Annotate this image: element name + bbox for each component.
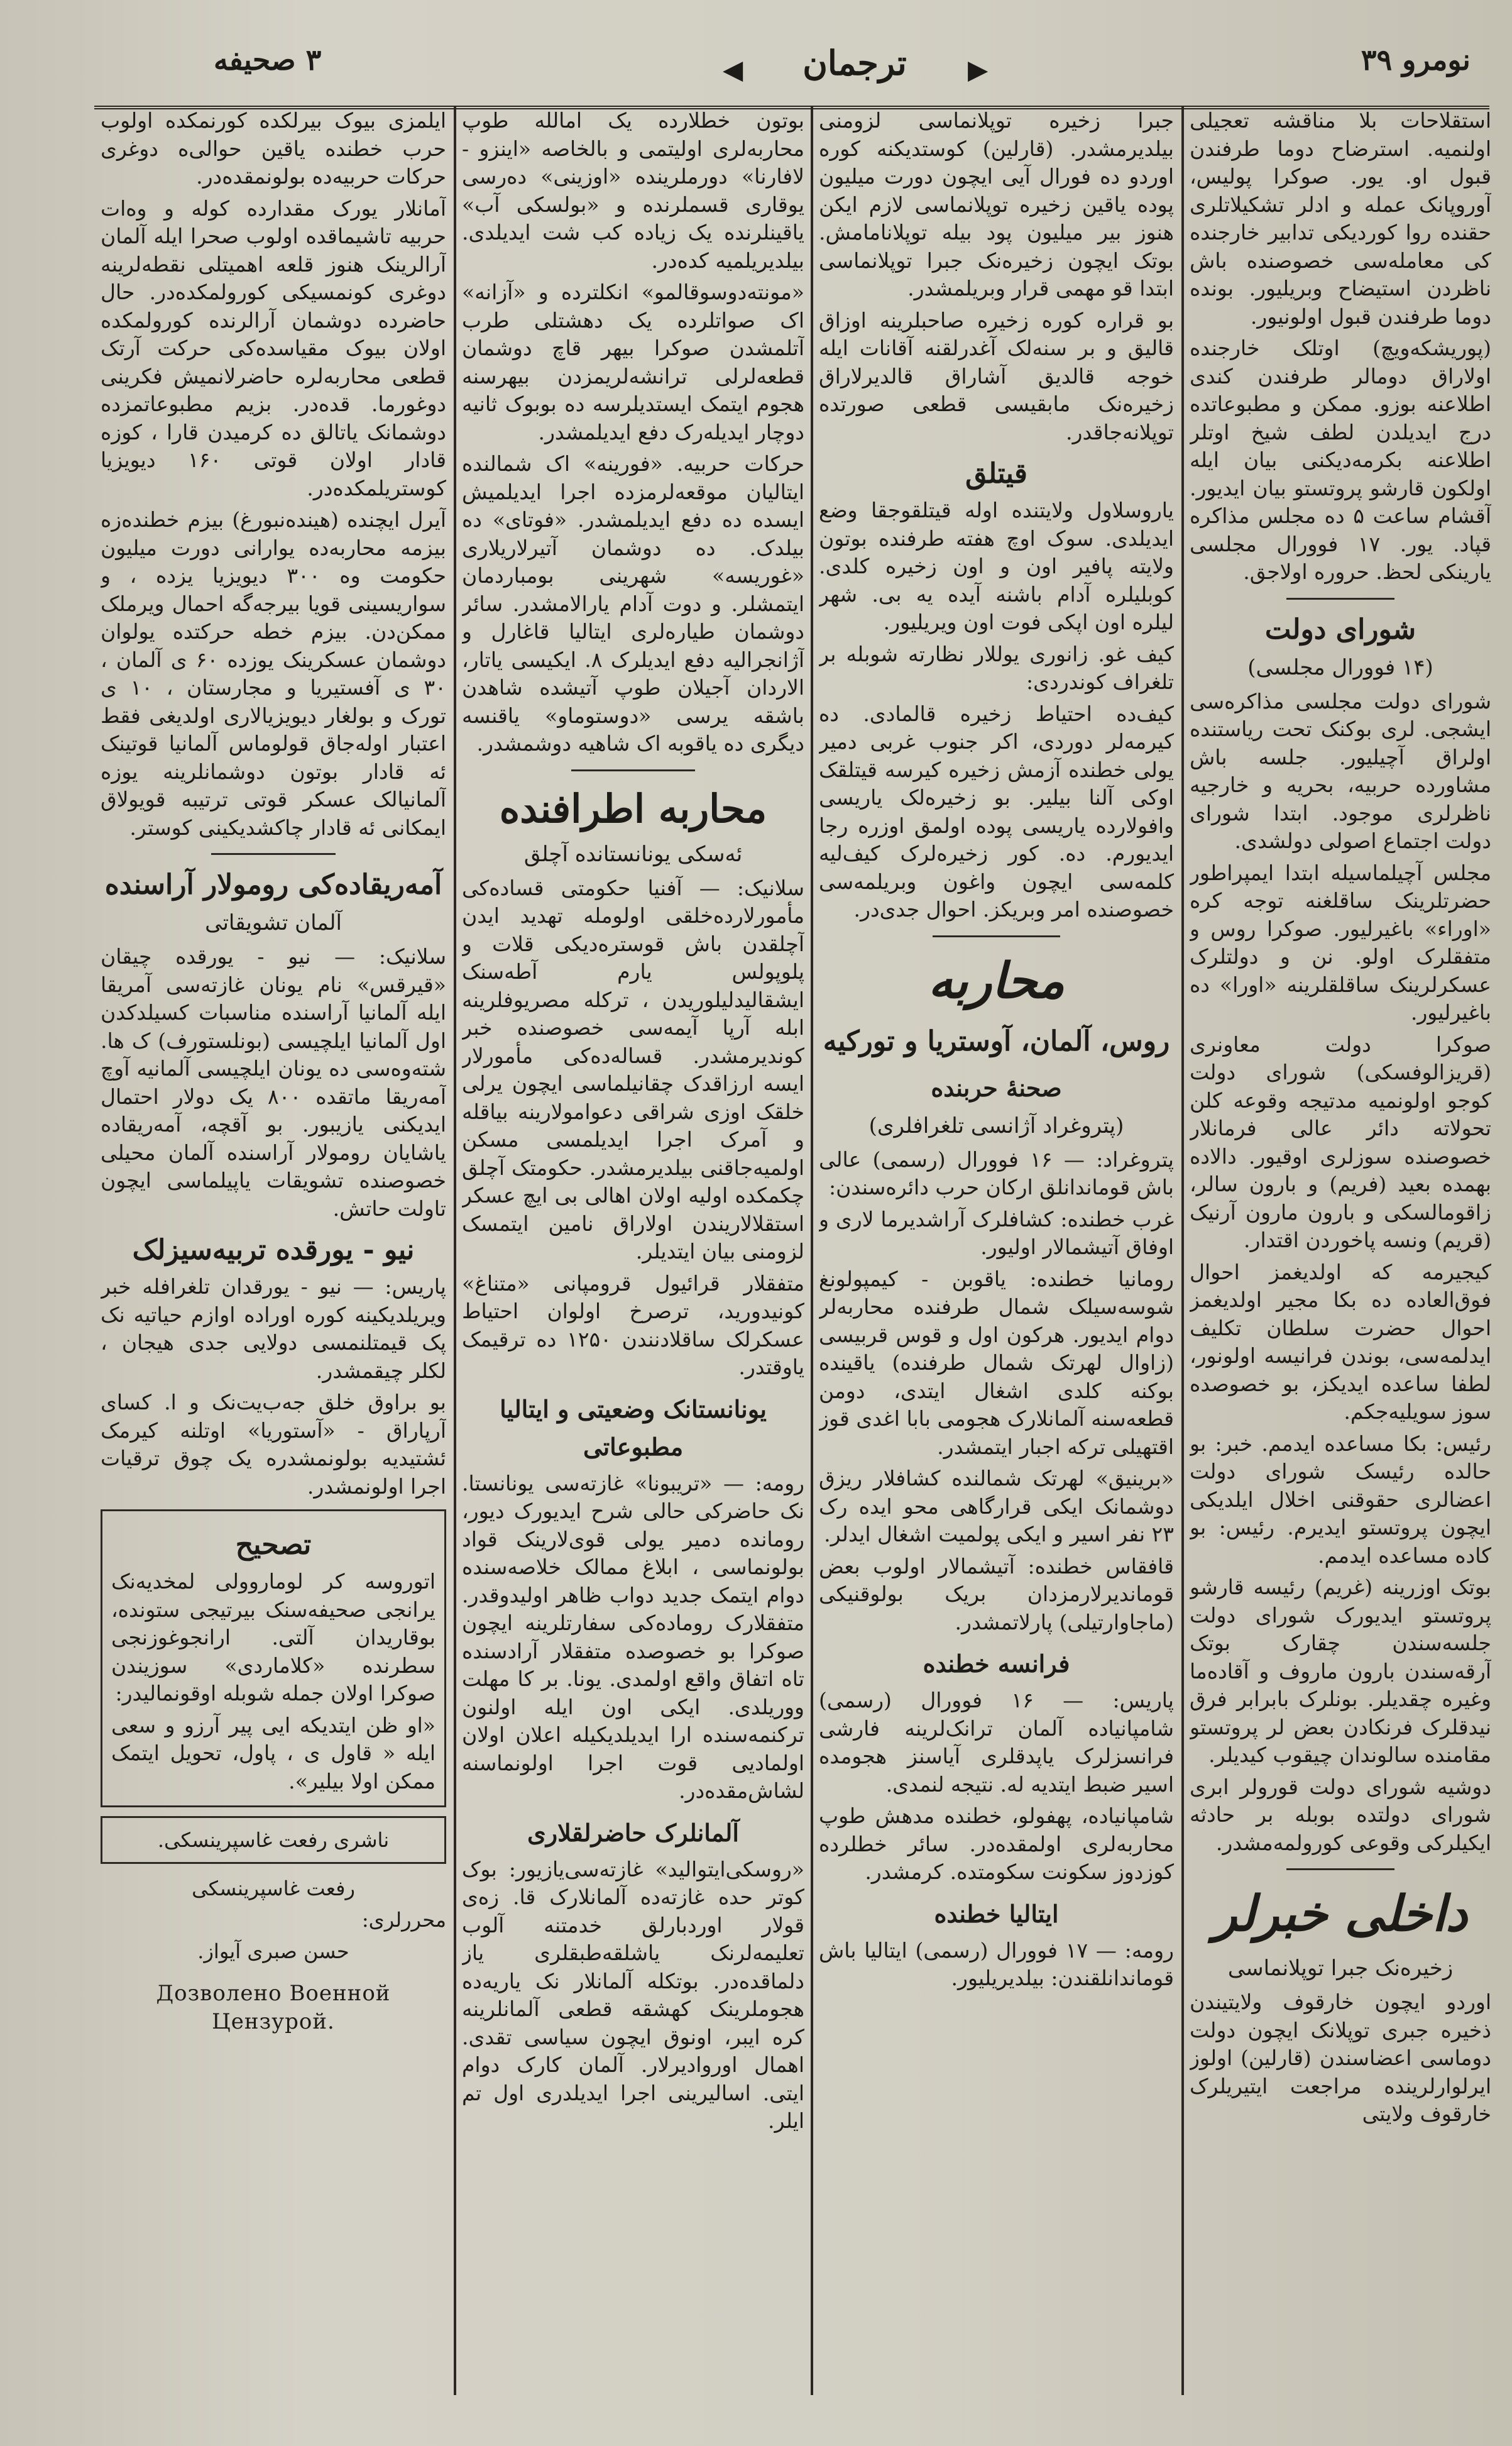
paragraph: حرکات حربیه. «فورینه» اک شمالنده ایتالیان موقعه‌لرمزده اجرا ایدیلمیش ایسده ده دفع ایدیلمشدر. «فوتای» ده بیلدک. ده دوشمان آتیرلاریلاری «غوریسه» شهرینی بومباردمان ایتمشلر. و دوت آدام یارالامشدر. سائر دوشمان طیاره‌لری ایتالیا قاغارل و آژانجرالیه دفع ایدیلرک ۸. ایکیسی یاتار، الاردان آجیلان طوپ آتیشده شاهدن باشقه یرسی «دوستوماو» یاقنسه دیگری ده یاقوبه اک شاهیه دوشمشدر.: [462, 451, 804, 756]
column-4: [101, 107, 446, 2395]
ornament-right-icon: ▶: [968, 54, 989, 85]
section-heading: شورای دولت: [1264, 613, 1416, 646]
paragraph: شورای دولت مجلسی مذاکره‌سی ایشجی. لری بوکنک تحت ریاستنده اولراق آچیلیور. جلسه باش مشاورده حربیه، بحریه و خارجیه ناظرلری موجود. ابتدا شورای دولت اجتماع اصولی دولشدی.: [1190, 688, 1491, 853]
paragraph: شامپانیاده، پهفولو، خطنده مدهش طوپ محاربه‌لری اولمقده‌در. سائر خطلرده کوزدوز سکونت سکومتده. کرمشدر.: [819, 1804, 1174, 1884]
editors-label: محررلری:: [361, 1908, 446, 1932]
paragraph: متفقلار قرائیول قرومپانی «متناغ» کونیدورید، ترصرخ اولوان احتیاط عسکرلک ساقلادنندن ۱۲۵۰ ده ترقیمک یاوقتدر.: [462, 1270, 804, 1379]
section-subheading: زخیره‌نک جبرا توپلانماسی: [1227, 1956, 1454, 1981]
page-label: ۳ صحیفه: [214, 43, 322, 77]
paragraph: صوکرا دولت معاونری (قریزالوفسکی) شورای دولت کوجو اولونمیه مدتیجه وقوعه کلن تحولاته دائر عالی فرمانلار خصوصنده سوزلری اوقیور. دالاده بهمده بعید (فریم) و بارون سالر، زاقومالسکی و بارون مارون آرنیک (قریم) ونسه پاخوردن اقتدار.: [1190, 1032, 1491, 1252]
paragraph: پاریس: — ۱۶ فوورال (رسمی) شامپانیاده آلمان ترانک‌لرینه فارشی فرانسزلرک یاپدقلری آیاسنز هجومده اسیر ضبط ایتدیه له. نتیجه لنمدی.: [819, 1688, 1174, 1797]
section-divider: [1286, 1868, 1395, 1870]
masthead-title: ترجمان: [803, 43, 907, 83]
section-heading: تصحیح: [235, 1529, 312, 1561]
paragraph: اوردو ایچون خارقوف ولایتیندن ذخیره جبری توپلانک ایچون دولت دوماسی اعضاسندن (قارلین) اولوز ایرلوارلرینده مراجعت ایتیریلرک خارقوف ولایتی: [1190, 1990, 1491, 2126]
paragraph: استقلاحات بلا مناقشه تعجیلی اولنمیه. استرضاح دوما طرفندن قبول او. یور. صوکرا پولیس، آوروپانک عمله و ادلر تشکیلاتلری حقنده روا کوردیکی تدابیر خارجنده کی معامله‌سی خصوصنده باش ناظردن استیضاح وبریلیور. بونده دوما طرفندن قبول اولونیور.: [1190, 108, 1491, 329]
section-subheading: ئه‌سکی یونانستانده آچلق: [523, 841, 743, 867]
paragraph: کیف غو. زانوری یوللار نظارته شوبله بر تلغراف کوندردی:: [819, 641, 1174, 694]
paragraph: غرب خطنده: کشافلرک آراشدیرما لاری و اوفاق آتیشمالار اولیور.: [819, 1206, 1174, 1259]
paragraph: جبرا زخیره توپلانماسی لزومنی بیلدیرمشدر. (قارلین) کوستدیکنه کوره اوردو ده فورال آیی ایچون دورت میلیون پوده یاقین زخیره توپلانماسی لازم ایکن هنوز بیر میلیون پود بیله توپلانامامش. بوتک ایچون زخیره‌نک جبرا توپلانماسی ابتدا قو مهمی قرار وبریلمشدر.: [819, 108, 1174, 300]
paragraph: آیرل ایچنده (هینده‌نبورغ) بیزم خطنده‌زه بیزمه محاربه‌ده یوارانی دورت میلیون حکومت وه ۳۰۰ دیویزیا یزده ، و سواریسینی قویا بیرجه‌گه احمال ویرملک ممکن‌دن. بیزم خطه حرکتده یولوان دوشمان عسکرینک یوزده ۶۰ ی آلمان ، ۳۰ ی آفستیریا و مجارستان ، ۱۰ ی تورک و بولغار دیویزیالاری اولدیغی فقط اعتبار اوله‌جاق قولوماس آلمانیا قوتینک ئه قادار بوتون دوشمانلرینه یوزه آلمانیالک عسکر قوتی ترتیبه قویولاق ایمکانی ئه قادار چاکشدیکینی کوستر.: [101, 507, 446, 840]
section-divider: [211, 853, 336, 855]
paragraph: بوتک اوزرینه (غریم) رئیسه قارشو پروتستو ایدیورک شورای دولت جلسه‌سندن چقارک بوتک آرقه‌سندن بارون ماروف و آقاده‌ما وغیره چقدیلر. بونلرک بابرابر فرق نیدقلرک فرنکادن بعض لر پروتستو مقامنده سالوندان چیقوب کیدیلر.: [1190, 1575, 1491, 1767]
section-heading: صحنهٔ حربنده: [931, 1073, 1062, 1102]
section-subheading: (۱۴ فوورال مجلسی): [1247, 654, 1433, 680]
column-1: [1190, 107, 1491, 2395]
paragraph: آمانلار یورک مقدارده کوله و وه‌ات حربیه تاشیماقده اولوب صحرا ایله آلمان آرالرینک هنوز قلعه اهمیتلی نقطه‌لرینه دوغری کونمسیکی کورولمکده‌در. حال حاضرده دوشمان آرالرنده کورولمکده اولان بیوک مقیاسده‌کی حرکت آرتک قطعی محاربه‌لره حاضرلانمیش فکرینی دوغورما. قده‌در. بزیم مطبوعاتمزده دوشمانک یاتالق ده کرمیدن قارا ، کوزه قادار اولان قوتی ۱۶۰ دیویزیا کوستریلمکده‌در.: [101, 196, 446, 500]
section-heading: روس، آلمان، آوستریا و تورکیه: [823, 1025, 1170, 1057]
censor-notice: Дозволено Военной Цензурой.: [156, 1981, 391, 2034]
section-heading: محاربه اطرافنده: [499, 785, 767, 832]
paragraph: «او ظن ایتدیکه ایی پیر آرزو و سعی ایله « قاول ی ، پاول، تحویل ایتمک ممکن اولا بیلیر».: [111, 1712, 436, 1793]
paragraph: کیف‌ده احتیاط زخیره قالمادی. ده کیرمه‌لر دوردی، اکر جنوب غربی دمیر یولی خطنده آزمش زخیره کیرسه قیتلقک اوکی آلنا بیلیر. بو زخیره‌لک یاریسی وافولارده یاریسی پوده اولمق اوزره رجا ایدیورم. ده. کور زخیره‌لرک کیف‌لیه کلمه‌سی ایچون واغون وبریلمه‌سی خصوصنده امر وبریکز. احوال جدی‌در.: [819, 701, 1174, 922]
paragraph: رومه: — ۱۷ فوورال (رسمی) ایتالیا باش قوماندانلقندن: بیلدیریلیور.: [819, 1937, 1174, 1990]
section-heading: ایتالیا خطنده: [934, 1899, 1059, 1928]
paragraph: «مونته‌دوسوقالمو» انکلترده و «آزانه» اک صواتلرده یک دهشتلی طرب آتلمشدن صوکرا بیهر قاچ دوشمان قطعه‌لرلی ترانشه‌لریمزدن بیهرسنه هجوم ایتمک ایستدیلرسه ده بوبوک ثانیه دوچار ایدیله‌رک دفع ایدیلمشدر.: [462, 280, 804, 444]
column-2: [819, 107, 1174, 2395]
section-heading-calligraphic: محاربه: [928, 952, 1065, 1010]
section-heading: آلمانلرک حاضرلقلاری: [527, 1818, 739, 1847]
section-heading: فرانسه خطنده: [923, 1650, 1070, 1678]
paragraph: (پوریشکه‌ویچ) اوتلک خارجنده اولاراق دومالر طرفندن کندی اطلاعنه بوزو. ممکن و مطبوعاتده درج ایدیلدن لطف شیخ اوتلر اطلاعنه بکرمه‌دیکنی بیان ایله اولکون قارشو پروتستو بیان ایدیور. آقشام ساعت ۵ ده مجلس مذاکره قپاد. یور. ۱۷ فوورال مجلسی یارینکی لحظ. حروره اولاجق.: [1190, 336, 1491, 584]
paragraph: «روسکی‌ایتوالید» غازته‌سی‌یازیور: بوک کوتر حده غازته‌ده آلمانلارک قا. زه‌ی قولار اوردبارلق خدمتنه آلوب تعلیمه‌لرنک یاشلقه‌طبقلری یاز دلماقده‌در. بوتکله آلمانلار نک یاریه‌ده هجوملرینک کهشقه قطعی آلمانلرینه کره ایبر، اونوق ایچون سیاسی تقدی. اهمال اوروادیرلار. آلمان کارک دوام ایتی. اسالیرینی اجرا ایدیلدری اول تم ایلر.: [462, 1856, 804, 2133]
section-subheading: آلمان تشویقاتی: [205, 910, 342, 935]
paragraph: رئیس: بکا مساعده ایدمم. خبر: بو حالده رئیسک شورای دولت اعضالری حقوقنی اخلال ایلدیکی ایچون پروتستو ایدیرم. رئیس: بو کاده مساعده ایدمم.: [1190, 1431, 1491, 1568]
paragraph: سلانیک: — آفنیا حکومتی قساده‌کی مأمورلارده‌خلقی اولو‌مله تهدید ایدن آچلقدن باش قوستره‌دیکی قلات و پلوپولس یارم آطه‌سنک ایشقالیدلیلوریدن ، ترکله مصریوفلرینه ابله آرپا آیمه‌سی خصوصنده خبر کوندیرمشدر. قساله‌ده‌کی مأمورلار ایسه ارزاقدک چقانیلماسی ایچون یرلی خلقک اوزی شراقی دعوامولارینه بیاقله و آمرک اجرا ایدیلمسی مسکن اولمیه‌جاقنی بیلدیرمشدر. حکومتک آچلق چکمکده اولیه اولان اهالی بی ایچ عسکر استقلالاریندن اولاراق نامین ایتمسک لزومنی بیان ایتدیلر.: [462, 875, 804, 1264]
section-heading: قیتلق: [965, 458, 1027, 490]
colophon-box: [101, 1816, 446, 1864]
section-subheading: (پتروغراد آژانسی تلغرافلری): [868, 1113, 1124, 1138]
column-rule: [454, 107, 456, 2395]
editor-name: رفعت غاسپرینسکی: [192, 1876, 355, 1900]
column-rule: [811, 107, 813, 2395]
paragraph: پتروغراد: — ۱۶ فوورال (رسمی) عالی باش قوماندانلق ارکان حرب دائره‌سندن:: [819, 1147, 1174, 1199]
paragraph: بو براوق خلق جه‌ب‌یت‌نک و ا. کسای آرپاراق - «آستوریا» اوتلنه کیرمک ئشتیدیه بولونمشدره یک چوق ترقیات اجرا اولونمشدر.: [101, 1390, 446, 1499]
column-3: [462, 107, 804, 2395]
correction-box: [101, 1509, 446, 1807]
paragraph: رومانیا خطنده: یاقوبن - کیمپولونغ شوسه‌سیلک شمال طرفنده محاربه‌لر دوام ایدیور. هرکون اول و قوس قربیسی (زاوال لهرتک شمال طرفنده) یاقینده بوکنه کلدی اشغال ایتدی، دومن قطعه‌سنه آلمانلارک هجومی بابا اغدی قوز اقتهیلی ترکه اجبار ایتمشدر.: [819, 1266, 1174, 1459]
section-divider: [933, 935, 1060, 937]
publisher-line: ناشری رفعت غاسپرینسکی.: [157, 1828, 390, 1852]
section-heading-calligraphic: داخلی خبرلر: [1213, 1885, 1468, 1942]
masthead: [94, 36, 1489, 109]
section-heading: آمه‌ریقاده‌کی رومولار آراسنده: [104, 869, 442, 901]
issue-number: نومرو ۳۹: [1361, 43, 1471, 77]
paragraph: پاریس: — نیو - یورقدان تلغرافله خبر ویریلدیکینه کوره اوراده اوازم حیاتیه نک پک قیمتلنمسی دولایی جدی هیجان ، لکلر چیقمشدر.: [101, 1274, 446, 1383]
paragraph: ایلمزی بیوک بیرلکده کورنمکده اولوب حرب خطنده یاقین حوالی‌ه دوغری حرکات حربیه‌ده بولونمقده‌در.: [101, 108, 446, 189]
paragraph: قافقاس خطنده: آتیشمالار اولوب بعض قوماندیرلارمزدان بریک بولوقنیکی (ماجاوارتیلی) پارلاتمشدر.: [819, 1553, 1174, 1634]
paragraph: سلانیک: — نیو - یورقده چیقان «قیرقس» نام یونان غازته‌سی آمریقا ایله آلمانیا آراسنده مناسبات کسیلدکدن اول آلمانیا ایلچیسی (بونلستورف) ک ها. شته‌وه‌سی ده یونان ایلچیسی آلمانیه آوچ آمه‌ریقا ماتقده ۸۰۰ یک دولار احتمال ایدیکنی یازیبور. بو آقچه، آمه‌ریقاده یاشایان رومولار آراسنده آلمان محیلی خصوصنده تشویقات یاپیلماسی ایچون تاولت حاتش.: [101, 944, 446, 1221]
paragraph: دوشیه شورای دولت قورولر ابری شورای دولتده بوبله بر حادثه ایکیلرکی وقوعی کورولمه‌مشدر.: [1190, 1774, 1491, 1855]
paragraph: بوتون خطلارده یک امالله طوپ محاربه‌لری اولیتمی و بالخاصه «اینزو - لافارنا» دورملرینده «اوزینی» ده‌رسی یوقاری قسملرنده و «بولسکی آب» یاقینلرنده یک زیاده کب شت ایدیلدی. بیلدیریلمیه کده‌در.: [462, 108, 804, 273]
section-divider: [571, 769, 694, 771]
editor-name: حسن صبری آیواز.: [197, 1939, 349, 1963]
section-heading: یونانستانک وضعیتی و ایتالیا مطبوعاتی: [500, 1394, 767, 1461]
paragraph: اتوروسه کر لوماروولی لمخدیه‌نک یرانجی صحیفه‌سنک بیرتیجی ستونده، بوقاریدان آلتی. ارانجوغوزنجی سطرنده «کلاماردی» سوزیندن صوکرا اولان جمله شوبله اوقونمالیدر:: [111, 1569, 436, 1705]
paragraph: یاروسلاول ولایتنده اوله قیتلقوجقا وضع ایدیلدی. سوک اوچ هفته طرفنده بوتون ولایته پافیر اون و اون زخیره کلدی. کوبلیلره آدام باشنه آیده یه بی. شهر لیلره اون اپکی فوت اون ویریلیور.: [819, 498, 1174, 634]
paragraph: «برینیق» لهرتک شمالنده کشافلار ریزق دوشمانک ایکی قرارگاهی محو ایده رک ۲۳ نفر اسیر و ایکی پولمیت اشغال ایدلر.: [819, 1466, 1174, 1546]
paragraph: مجلس آچیلماسیله ابتدا ایمپراطور حضرتلرینک ساقلغنه توجه کره «اوراء» باغیرلیور. صوکرا روس و متفقلرک اولو. نن و دولتلرک عسکرلرینک ساقلقلرینه «اورا» ده باغیرلیور.: [1190, 860, 1491, 1025]
paragraph: رومه: — «تریبونا» غازته‌سی یونانستا. نک حاضرکی حالی شرح ایدیورک دیور، رومانده دمیر یولی قوی‌لارینک قواد بولونماسی ، ابلاغ ممالک خلاصه‌سنده دوام ایتمک جدید دواب ظاهر اولیدوقدر. متفقلارک روماده‌کی سفارتلرینه ایچون صوکرا بو خصوصده متفقلار آرادسنده تاه اتفاق واقع اولمدی. یونا. بر کا مهلت ووریلدی. ایکی اون ایله اولنون ترکنمه‌سنده ارا ایدیلدیکیله اعلان اولان اولمادیی قوت اجرا اولونماسنه لشاش‌مقده‌در.: [462, 1470, 804, 1803]
section-heading: نیو - یورقده تربیه‌سیزلک: [132, 1234, 415, 1266]
column-rule: [1181, 107, 1184, 2395]
section-divider: [1286, 598, 1395, 600]
paragraph: بو قراره کوره زخیره صاحبلرینه اوزاق قالیق و بر سنه‌لک آغدرلقنه آقانات ایله خوجه قالدیق آشاراق قالدیرلاراق زخیره‌نک مابقیسی قطعی صورتده توپلانه‌جاقدر.: [819, 307, 1174, 444]
ornament-left-icon: ◀: [723, 54, 743, 85]
paragraph: کیجیرمه که اولدیغمز احوال فوق‌العاده ده بکا مجیر اولدیغمز احوال حضرت سلطان تکلیف ایدلمه‌سی، بوندن فرانیسه اولونور، لطفا ساعده ایدیکز، بو خصوصده سوز سویلیه‌جکم.: [1190, 1259, 1491, 1424]
